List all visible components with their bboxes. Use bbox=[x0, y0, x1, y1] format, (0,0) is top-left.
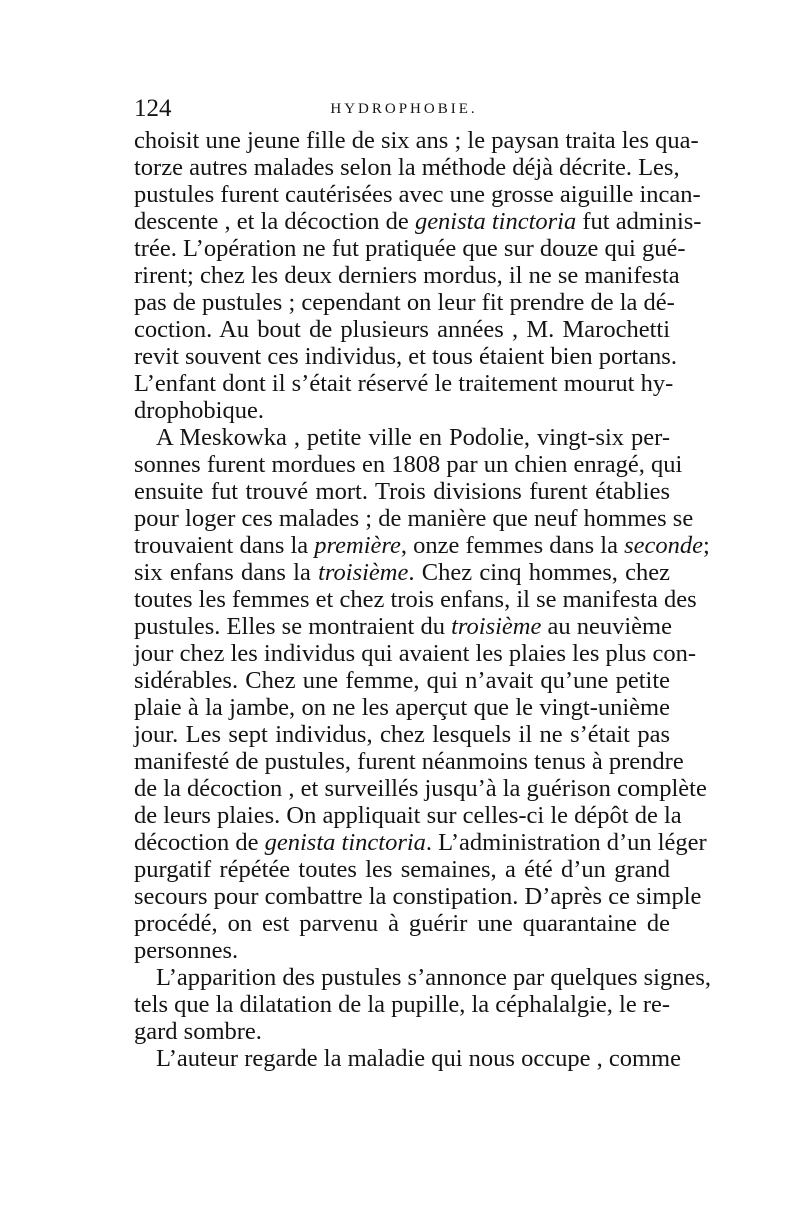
text-line: L’apparition des pustules s’annonce par quelques signes, bbox=[156, 964, 711, 991]
text-line: choisit une jeune fille de six ans ; le paysan traita les qua- bbox=[134, 127, 699, 154]
text-line: pustules furent cautérisées avec une grosse aiguille incan- bbox=[134, 181, 701, 208]
text-line: coction. Au bout de plusieurs années , M. Marochetti bbox=[134, 316, 670, 343]
text-line: revit souvent ces individus, et tous étaient bien portans. bbox=[134, 343, 677, 370]
text-line: de leurs plaies. On appliquait sur celles-ci le dépôt de la bbox=[134, 802, 682, 829]
text-line: L’auteur regarde la maladie qui nous occupe , comme bbox=[156, 1045, 681, 1072]
text-line: personnes. bbox=[134, 937, 239, 964]
text-line: trée. L’opération ne fut pratiquée que sur douze qui gué- bbox=[134, 235, 686, 262]
text-line: descente , et la décoction de genista tinctoria fut adminis- bbox=[134, 208, 702, 235]
text-line: gard sombre. bbox=[134, 1018, 262, 1045]
body-text bbox=[134, 127, 711, 1072]
text-line: toutes les femmes et chez trois enfans, il se manifesta des bbox=[134, 586, 697, 613]
text-line: ensuite fut trouvé mort. Trois divisions furent établies bbox=[134, 478, 670, 505]
page-header bbox=[134, 94, 670, 124]
text-line: L’enfant dont il s’était réservé le traitement mourut hy- bbox=[134, 370, 674, 397]
text-line: jour chez les individus qui avaient les plaies les plus con- bbox=[134, 640, 697, 667]
text-line: pustules. Elles se montraient du troisième au neuvième bbox=[134, 613, 672, 640]
text-line: de la décoction , et surveillés jusqu’à la guérison complète bbox=[134, 775, 707, 802]
text-line: purgatif répétée toutes les semaines, a été d’un grand bbox=[134, 856, 670, 883]
text-line: plaie à la jambe, on ne les aperçut que le vingt-unième bbox=[134, 694, 670, 721]
text-line: six enfans dans la troisième. Chez cinq hommes, chez bbox=[134, 559, 671, 586]
text-line: pour loger ces malades ; de manière que neuf hommes se bbox=[134, 505, 694, 532]
text-line: tels que la dilatation de la pupille, la céphalalgie, le re- bbox=[134, 991, 671, 1018]
text-line: jour. Les sept individus, chez lesquels il ne s’était pas bbox=[134, 721, 670, 748]
text-line: A Meskowka , petite ville en Podolie, vingt-six per- bbox=[156, 424, 670, 451]
text-line: trouvaient dans la première, onze femmes dans la seconde; bbox=[134, 532, 710, 559]
text-line: pas de pustules ; cependant on leur fit prendre de la dé- bbox=[134, 289, 675, 316]
text-line: torze autres malades selon la méthode déjà décrite. Les, bbox=[134, 154, 680, 181]
page-number: 124 bbox=[134, 95, 172, 122]
text-line: secours pour combattre la constipation. D’après ce simple bbox=[134, 883, 702, 910]
text-line: manifesté de pustules, furent néanmoins tenus à prendre bbox=[134, 748, 684, 775]
text-line: drophobique. bbox=[134, 397, 264, 424]
text-line: procédé, on est parvenu à guérir une quarantaine de bbox=[134, 910, 670, 937]
text-line: rirent; chez les deux derniers mordus, il ne se manifesta bbox=[134, 262, 680, 289]
running-title: HYDROPHOBIE. bbox=[330, 101, 478, 117]
text-line: sidérables. Chez une femme, qui n’avait qu’une petite bbox=[134, 667, 670, 694]
text-line: décoction de genista tinctoria. L’administration d’un léger bbox=[134, 829, 707, 856]
text-line: sonnes furent mordues en 1808 par un chien enragé, qui bbox=[134, 451, 683, 478]
